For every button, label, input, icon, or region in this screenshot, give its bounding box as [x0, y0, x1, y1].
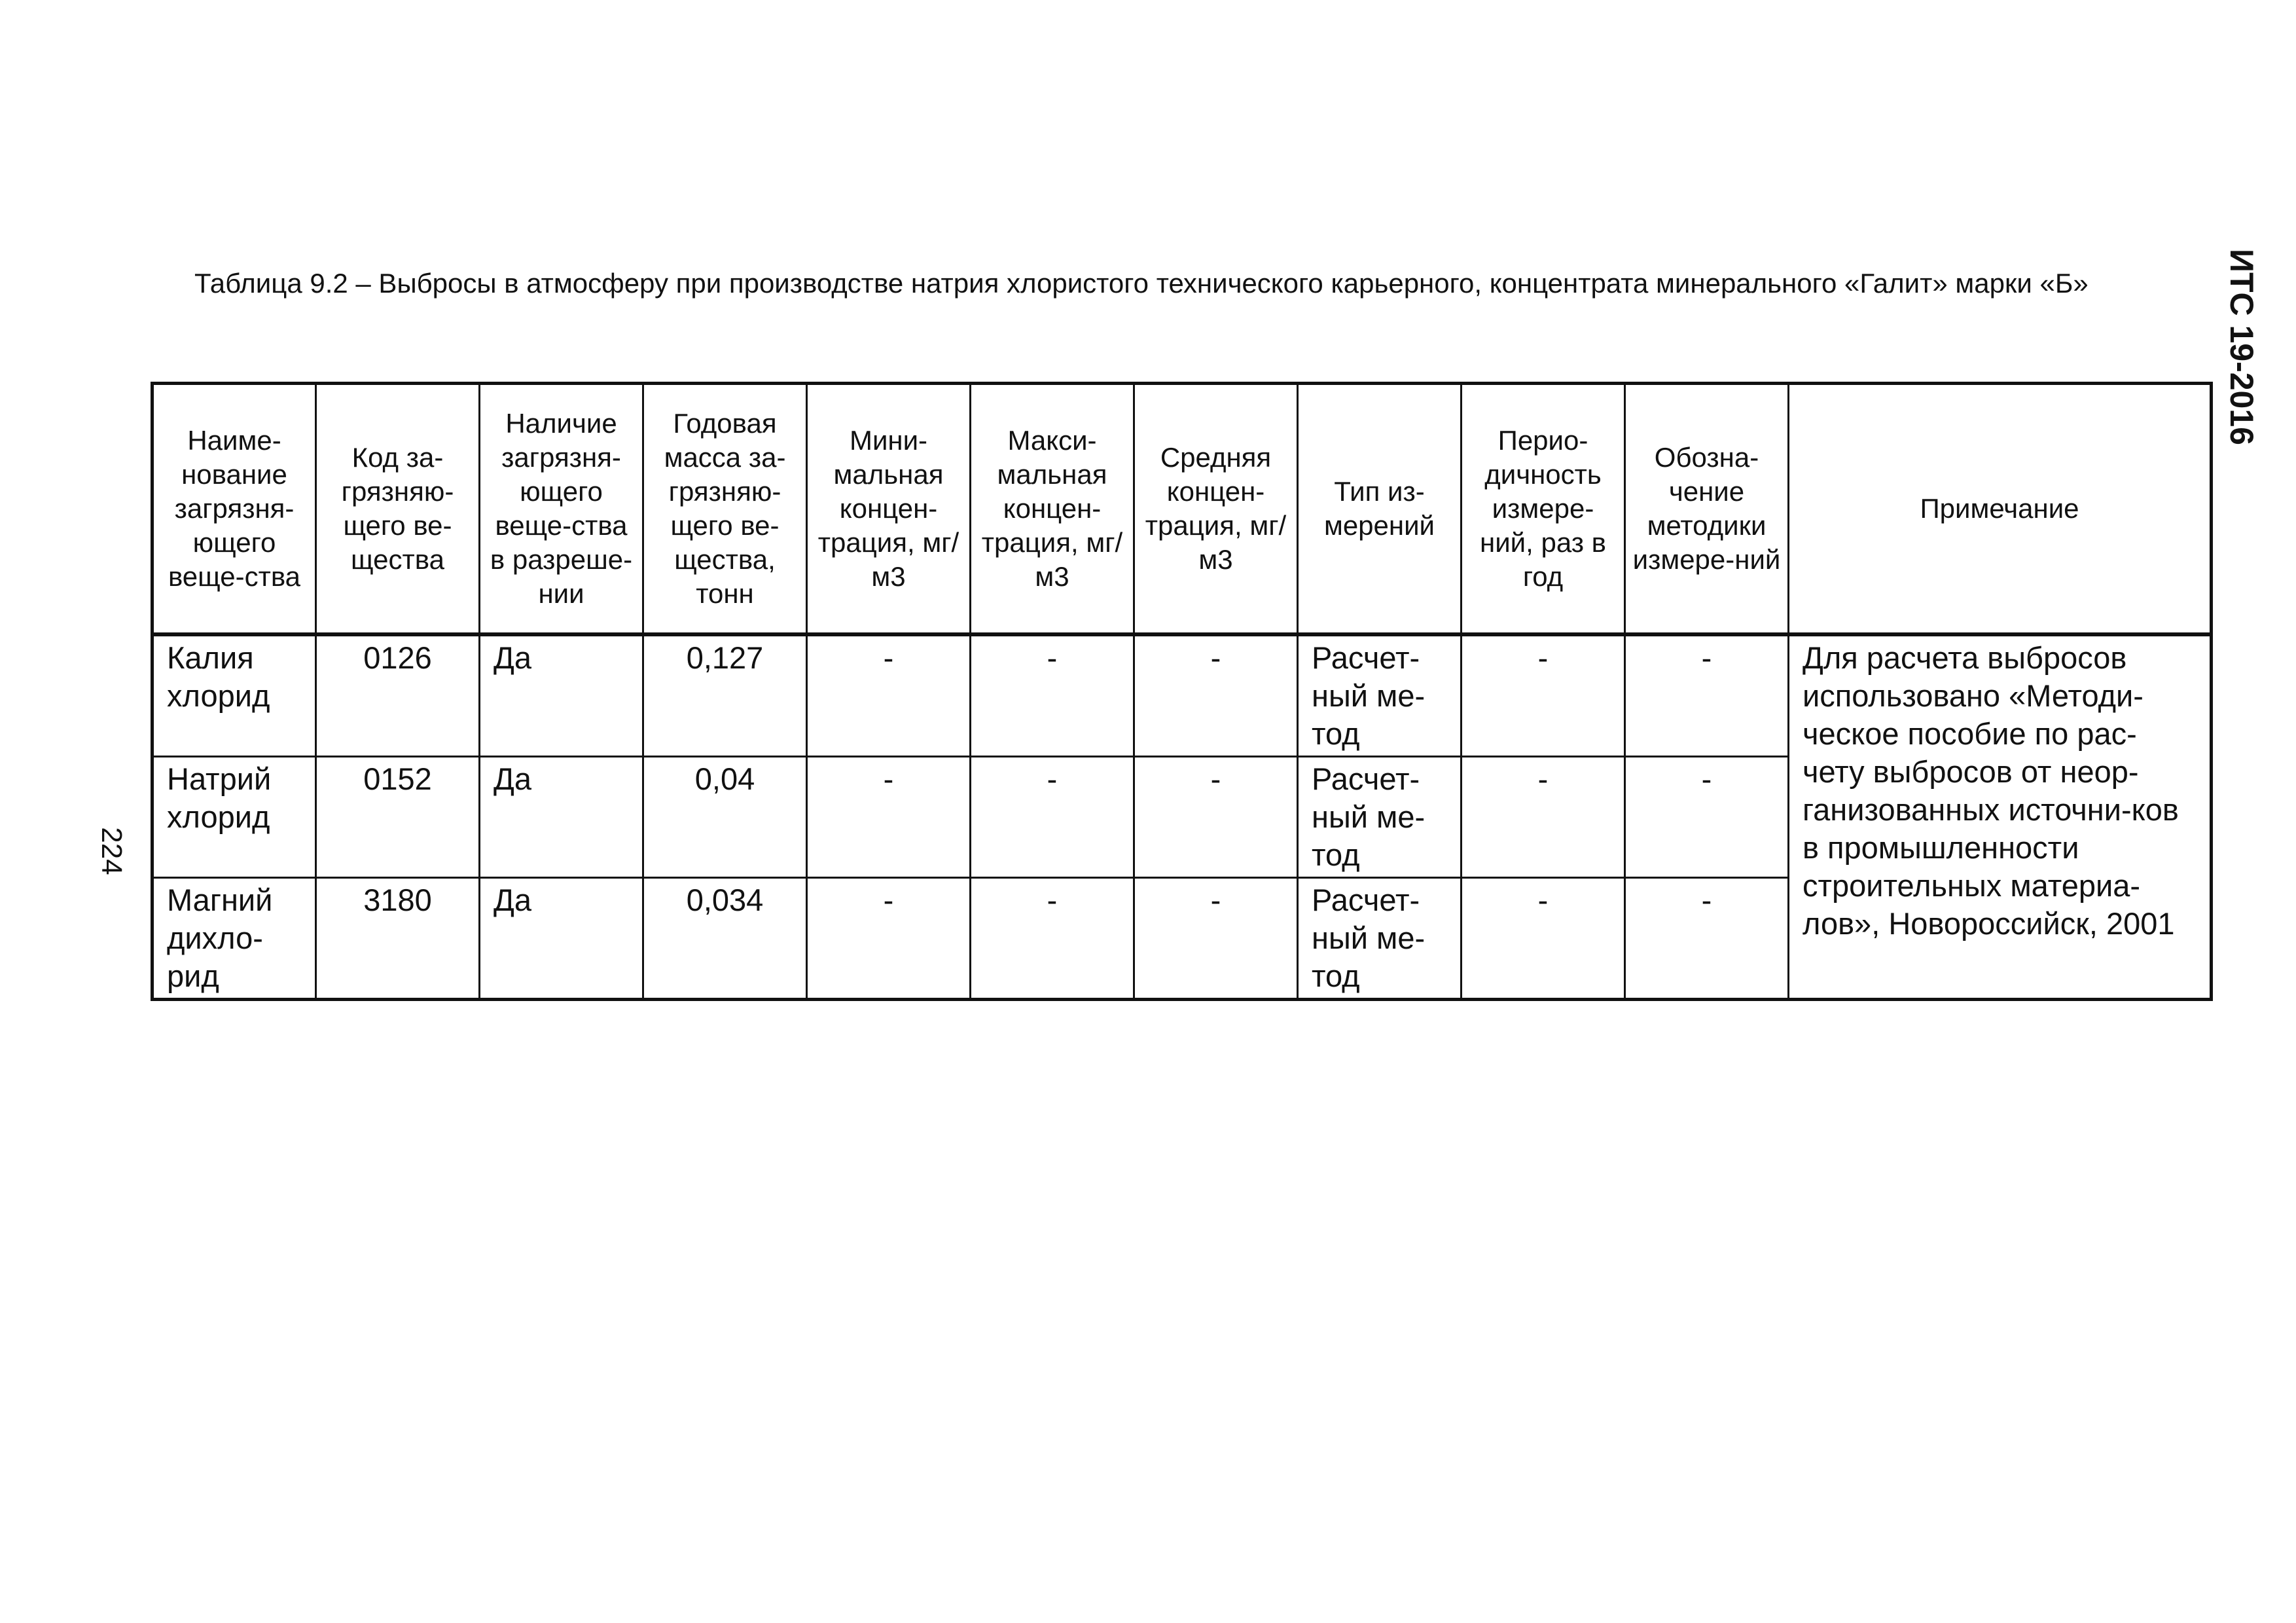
header-max-concentration: Макси-мальная концен-трация, мг/м3 — [971, 384, 1134, 635]
table-row — [152, 634, 2212, 757]
header-min-concentration: Мини-мальная концен-трация, мг/м3 — [807, 384, 971, 635]
cell-periodicity: - — [1462, 757, 1625, 878]
header-permit: Наличие загрязня-ющего веще-ства в разреше-нии — [480, 384, 643, 635]
header-annual-mass: Годовая масса за-грязняю-щего ве-щества, тонн — [643, 384, 807, 635]
cell-min-concentration: - — [807, 757, 971, 878]
cell-substance-name: Калия хлорид — [152, 634, 316, 757]
cell-avg-concentration: - — [1134, 878, 1298, 1000]
cell-periodicity: - — [1462, 634, 1625, 757]
cell-substance-code: 3180 — [316, 878, 480, 1000]
header-avg-concentration: Средняя концен-трация, мг/м3 — [1134, 384, 1298, 635]
cell-substance-code: 0126 — [316, 634, 480, 757]
table-header-row — [152, 384, 2212, 635]
cell-substance-name: Натрий хлорид — [152, 757, 316, 878]
cell-method: - — [1625, 757, 1789, 878]
header-periodicity: Перио-дичность измере-ний, раз в год — [1462, 384, 1625, 635]
header-note: Примечание — [1789, 384, 2212, 635]
cell-avg-concentration: - — [1134, 634, 1298, 757]
document-code-text: ИТС 19-2016 — [2223, 249, 2260, 445]
cell-measurement-type: Расчет-ный ме-тод — [1298, 757, 1462, 878]
cell-method: - — [1625, 634, 1789, 757]
cell-periodicity: - — [1462, 878, 1625, 1000]
cell-max-concentration: - — [971, 878, 1134, 1000]
cell-avg-concentration: - — [1134, 757, 1298, 878]
cell-annual-mass: 0,04 — [643, 757, 807, 878]
page-number-text: 224 — [96, 827, 128, 875]
cell-permit: Да — [480, 634, 643, 757]
cell-method: - — [1625, 878, 1789, 1000]
header-method: Обозна-чение методики измере-ний — [1625, 384, 1789, 635]
cell-substance-name: Магний дихло-рид — [152, 878, 316, 1000]
cell-measurement-type: Расчет-ный ме-тод — [1298, 634, 1462, 757]
emissions-table — [151, 382, 2213, 1001]
cell-max-concentration: - — [971, 757, 1134, 878]
cell-min-concentration: - — [807, 634, 971, 757]
header-substance-name: Наиме-нование загрязня-ющего веще-ства — [152, 384, 316, 635]
cell-permit: Да — [480, 878, 643, 1000]
cell-annual-mass: 0,034 — [643, 878, 807, 1000]
header-substance-code: Код за-грязняю-щего ве-щества — [316, 384, 480, 635]
cell-annual-mass: 0,127 — [643, 634, 807, 757]
cell-min-concentration: - — [807, 878, 971, 1000]
cell-max-concentration: - — [971, 634, 1134, 757]
page-number — [88, 812, 134, 890]
cell-measurement-type: Расчет-ный ме-тод — [1298, 878, 1462, 1000]
cell-note: Для расчета выбросов использовано «Методи-ческое пособие по рас-чету выбросов от неор-ганизованных источни-ков в промышленности строительных материа-лов», Новороссийск, 2001 — [1789, 634, 2212, 1000]
header-measurement-type: Тип из-мерений — [1298, 384, 1462, 635]
table-caption: Таблица 9.2 – Выбросы в атмосферу при производстве натрия хлористого технического карьерного, концентрата минерального «Галит» марки «Б» — [194, 268, 2089, 299]
cell-permit: Да — [480, 757, 643, 878]
cell-substance-code: 0152 — [316, 757, 480, 878]
